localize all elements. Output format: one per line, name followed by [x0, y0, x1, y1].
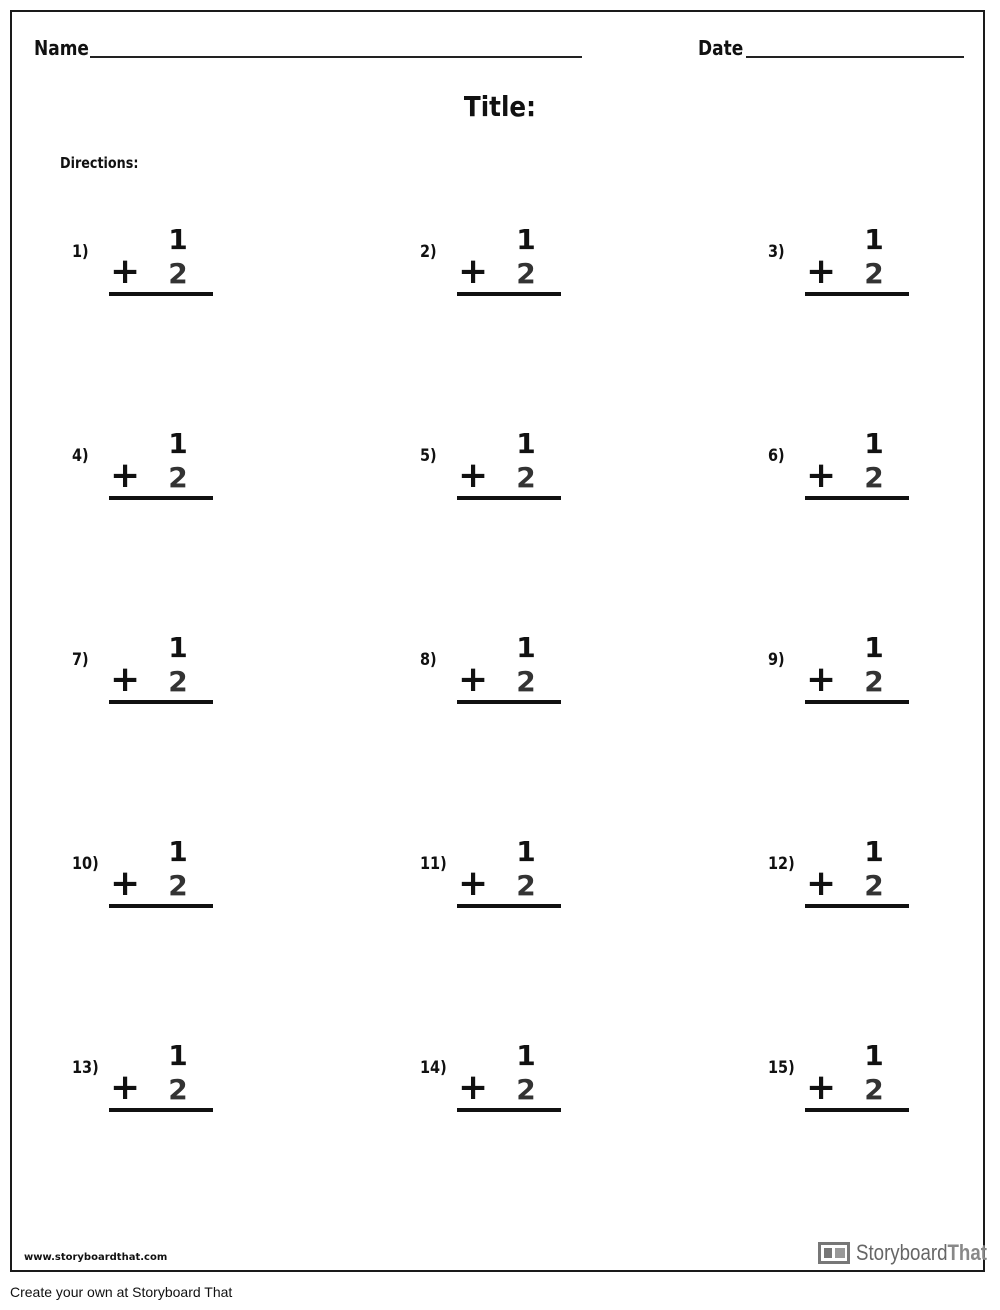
bottom-addend: 2 — [516, 869, 536, 902]
problem-number: 13) — [72, 1058, 99, 1078]
problem-4 — [72, 427, 232, 524]
problem-number: 1) — [72, 242, 89, 262]
answer-line[interactable] — [109, 292, 213, 296]
bottom-addend: 2 — [168, 665, 188, 698]
problem-7 — [72, 631, 232, 728]
answer-line[interactable] — [457, 700, 561, 704]
answer-line[interactable] — [457, 904, 561, 908]
footer-credit: Create your own at Storyboard That — [10, 1284, 233, 1300]
bottom-addend: 2 — [864, 1073, 884, 1106]
plus-sign: + — [458, 863, 489, 904]
top-addend: 1 — [516, 223, 536, 256]
top-addend: 1 — [168, 427, 188, 460]
bottom-addend: 2 — [516, 257, 536, 290]
problem-15 — [768, 1039, 928, 1136]
problem-12 — [768, 835, 928, 932]
date-line[interactable] — [746, 56, 964, 58]
problem-1 — [72, 223, 232, 320]
name-line[interactable] — [90, 56, 582, 58]
problem-5 — [420, 427, 580, 524]
top-addend: 1 — [516, 1039, 536, 1072]
problem-9 — [768, 631, 928, 728]
problem-13 — [72, 1039, 232, 1136]
top-addend: 1 — [168, 835, 188, 868]
bottom-addend: 2 — [516, 1073, 536, 1106]
top-addend: 1 — [168, 631, 188, 664]
worksheet-page — [10, 10, 985, 1272]
answer-line[interactable] — [109, 496, 213, 500]
plus-sign: + — [806, 455, 837, 496]
plus-sign: + — [458, 455, 489, 496]
answer-line[interactable] — [109, 904, 213, 908]
bottom-addend: 2 — [864, 257, 884, 290]
top-addend: 1 — [864, 1039, 884, 1072]
problem-number: 6) — [768, 446, 785, 466]
name-label: Name — [34, 36, 89, 60]
plus-sign: + — [110, 659, 141, 700]
storyboardthat-logo — [818, 1240, 1000, 1266]
problem-number: 7) — [72, 650, 89, 670]
bottom-addend: 2 — [168, 869, 188, 902]
top-addend: 1 — [516, 631, 536, 664]
top-addend: 1 — [516, 835, 536, 868]
problem-number: 2) — [420, 242, 437, 262]
problem-10 — [72, 835, 232, 932]
bottom-addend: 2 — [168, 1073, 188, 1106]
answer-line[interactable] — [805, 904, 909, 908]
problem-2 — [420, 223, 580, 320]
problem-14 — [420, 1039, 580, 1136]
date-label: Date — [698, 36, 744, 60]
problem-11 — [420, 835, 580, 932]
plus-sign: + — [806, 1067, 837, 1108]
plus-sign: + — [110, 251, 141, 292]
problem-number: 15) — [768, 1058, 795, 1078]
top-addend: 1 — [168, 1039, 188, 1072]
plus-sign: + — [110, 1067, 141, 1108]
directions-label: Directions: — [60, 154, 139, 172]
answer-line[interactable] — [109, 1108, 213, 1112]
answer-line[interactable] — [457, 1108, 561, 1112]
answer-line[interactable] — [805, 292, 909, 296]
problem-number: 12) — [768, 854, 795, 874]
bottom-addend: 2 — [516, 665, 536, 698]
plus-sign: + — [806, 863, 837, 904]
problem-number: 11) — [420, 854, 447, 874]
bottom-addend: 2 — [864, 461, 884, 494]
problem-8 — [420, 631, 580, 728]
plus-sign: + — [110, 455, 141, 496]
answer-line[interactable] — [805, 700, 909, 704]
problem-number: 5) — [420, 446, 437, 466]
bottom-addend: 2 — [168, 257, 188, 290]
top-addend: 1 — [516, 427, 536, 460]
problem-number: 14) — [420, 1058, 447, 1078]
bottom-addend: 2 — [516, 461, 536, 494]
answer-line[interactable] — [805, 1108, 909, 1112]
problem-number: 8) — [420, 650, 437, 670]
logo-text: StoryboardThat — [856, 1240, 987, 1265]
answer-line[interactable] — [457, 496, 561, 500]
problem-6 — [768, 427, 928, 524]
bottom-addend: 2 — [864, 665, 884, 698]
plus-sign: + — [806, 659, 837, 700]
bottom-addend: 2 — [168, 461, 188, 494]
website-url: www.storyboardthat.com — [24, 1252, 168, 1263]
worksheet-title: Title: — [463, 90, 536, 123]
answer-line[interactable] — [805, 496, 909, 500]
storyboard-logo-icon — [818, 1242, 850, 1264]
plus-sign: + — [110, 863, 141, 904]
plus-sign: + — [458, 1067, 489, 1108]
top-addend: 1 — [864, 631, 884, 664]
answer-line[interactable] — [109, 700, 213, 704]
plus-sign: + — [458, 251, 489, 292]
plus-sign: + — [458, 659, 489, 700]
problem-number: 3) — [768, 242, 785, 262]
top-addend: 1 — [864, 427, 884, 460]
top-addend: 1 — [168, 223, 188, 256]
plus-sign: + — [806, 251, 837, 292]
problem-3 — [768, 223, 928, 320]
problem-number: 9) — [768, 650, 785, 670]
bottom-addend: 2 — [864, 869, 884, 902]
top-addend: 1 — [864, 835, 884, 868]
top-addend: 1 — [864, 223, 884, 256]
problem-number: 4) — [72, 446, 89, 466]
problem-number: 10) — [72, 854, 99, 874]
answer-line[interactable] — [457, 292, 561, 296]
